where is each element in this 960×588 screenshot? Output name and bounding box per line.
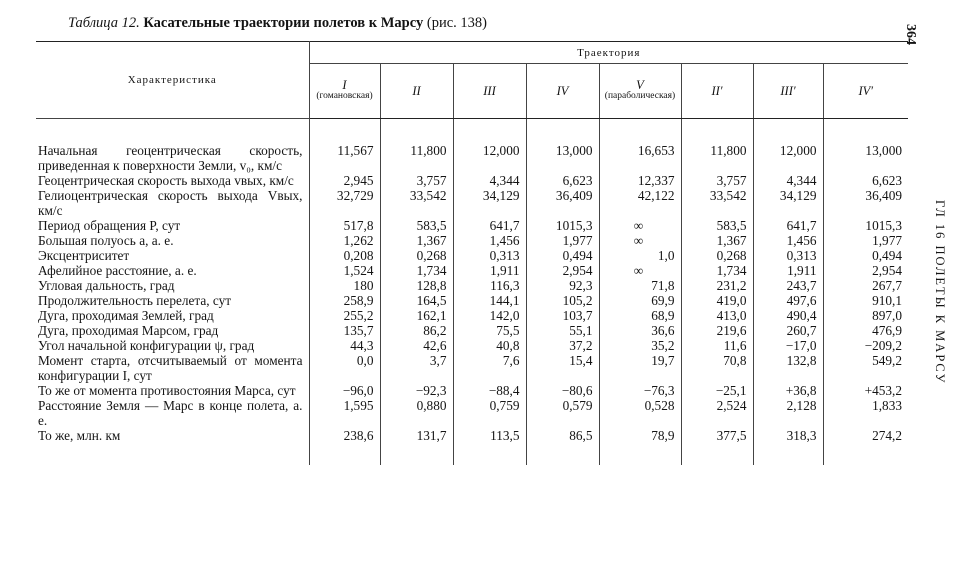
cell-value: 55,1 [526,323,599,338]
cell-value: 0,268 [380,248,453,263]
trajectory-table [36,41,908,465]
cell-value: 15,4 [526,353,599,383]
table-row [36,293,908,308]
cell-value: 19,7 [599,353,681,383]
cell-value: 42,122 [599,188,681,218]
cell-value: 1,734 [681,263,753,278]
column-numeral: III′ [780,83,796,98]
cell-value: 16,653 [599,143,681,173]
cell-value: 1,262 [309,233,380,248]
cell-value: 3,757 [681,173,753,188]
cell-value: −88,4 [453,383,526,398]
cell-value: 238,6 [309,428,380,465]
column-header [681,64,753,119]
cell-value: 142,0 [453,308,526,323]
table-row [36,398,908,428]
table-caption [68,15,487,32]
cell-value: 36,409 [823,188,908,218]
column-numeral: II [412,83,421,98]
row-label: Момент старта, отсчитываемый от момента конфигурации I, сут [38,353,303,383]
cell-value: 517,8 [309,218,380,233]
cell-value: 92,3 [526,278,599,293]
column-header [753,64,823,119]
caption-prefix: Таблица 12. [68,15,140,31]
cell-value: 32,729 [309,188,380,218]
cell-value: 34,129 [753,188,823,218]
caption-title: Касательные траектории полетов к Марсу [143,15,424,31]
column-note: (гомановская) [316,91,373,101]
cell-value: 583,5 [380,218,453,233]
cell-value: ∞ [599,263,681,278]
cell-value: −17,0 [753,338,823,353]
column-header [526,64,599,119]
row-label: Дуга, проходимая Землей, град [38,308,214,323]
cell-value: 162,1 [380,308,453,323]
cell-value: 7,6 [453,353,526,383]
cell-value: 1,911 [453,263,526,278]
column-header [380,64,453,119]
cell-value: 1,367 [380,233,453,248]
column-header [453,64,526,119]
cell-value: 1,456 [453,233,526,248]
table-row [36,323,908,338]
cell-value: 13,000 [526,143,599,173]
cell-value: 897,0 [823,308,908,323]
cell-value: 497,6 [753,293,823,308]
column-numeral: II′ [711,83,723,98]
column-numeral: I [342,78,347,92]
cell-value: 75,5 [453,323,526,338]
cell-value: 144,1 [453,293,526,308]
cell-value: −209,2 [823,338,908,353]
cell-value: 11,6 [681,338,753,353]
cell-value: 583,5 [681,218,753,233]
column-header [309,64,380,119]
cell-value: 113,5 [453,428,526,465]
column-numeral: IV [556,83,569,98]
cell-value: 0,208 [309,248,380,263]
caption-suffix: (рис. 138) [426,15,487,31]
cell-value: 40,8 [453,338,526,353]
row-label: То же от момента противостояния Марса, сут [38,383,296,398]
cell-value: 2,954 [823,263,908,278]
cell-value: 68,9 [599,308,681,323]
cell-value: 549,2 [823,353,908,383]
cell-value: 0,880 [380,398,453,428]
table-row [36,428,908,465]
row-label: Эксцентриситет [38,248,130,263]
cell-value: 2,128 [753,398,823,428]
cell-value: 476,9 [823,323,908,338]
cell-value: −80,6 [526,383,599,398]
cell-value: −92,3 [380,383,453,398]
cell-value: 33,542 [681,188,753,218]
column-numeral: III [483,83,496,98]
table-row [36,233,908,248]
row-label: Большая полуось a, а. е. [38,233,174,248]
characteristic-header: Характеристика [36,42,309,119]
cell-value: 13,000 [823,143,908,173]
cell-value: 12,000 [453,143,526,173]
cell-value: 132,8 [753,353,823,383]
cell-value: 1,977 [526,233,599,248]
row-label: Расстояние Земля — Марс в конце полета, а. е. [38,398,303,428]
row-label: Дуга, проходимая Марсом, град [38,323,219,338]
cell-value: 0,494 [526,248,599,263]
cell-value: 4,344 [453,173,526,188]
table-row [36,308,908,323]
cell-value: 44,3 [309,338,380,353]
cell-value: 1,911 [753,263,823,278]
row-label: Угловая дальность, град [38,278,175,293]
cell-value: 2,945 [309,173,380,188]
cell-value: 413,0 [681,308,753,323]
cell-value: 1015,3 [526,218,599,233]
cell-value: 6,623 [823,173,908,188]
cell-value: 0,528 [599,398,681,428]
cell-value: 1,0 [599,248,681,263]
cell-value: 103,7 [526,308,599,323]
table-row [36,188,908,218]
table-row [36,263,908,278]
cell-value: 0,0 [309,353,380,383]
table-row [36,278,908,293]
table-row [36,353,908,383]
cell-value: 4,344 [753,173,823,188]
cell-value: +36,8 [753,383,823,398]
cell-value: 318,3 [753,428,823,465]
cell-value: 267,7 [823,278,908,293]
cell-value: 70,8 [681,353,753,383]
cell-value: 258,9 [309,293,380,308]
cell-value: 37,2 [526,338,599,353]
row-label: Афелийное расстояние, а. е. [38,263,197,278]
cell-value: −96,0 [309,383,380,398]
cell-value: 419,0 [681,293,753,308]
cell-value: ∞ [599,218,681,233]
table-row [36,383,908,398]
cell-value: 35,2 [599,338,681,353]
cell-value: 11,800 [681,143,753,173]
cell-value: 1,734 [380,263,453,278]
cell-value: 1,595 [309,398,380,428]
cell-value: 86,5 [526,428,599,465]
trajectory-group-header: Траектория [309,42,908,64]
cell-value: 11,567 [309,143,380,173]
cell-value: 86,2 [380,323,453,338]
cell-value: 36,6 [599,323,681,338]
cell-value: 0,313 [453,248,526,263]
cell-value: 128,8 [380,278,453,293]
cell-value: 180 [309,278,380,293]
cell-value: 135,7 [309,323,380,338]
cell-value: ∞ [599,233,681,248]
cell-value: 260,7 [753,323,823,338]
cell-value: 2,524 [681,398,753,428]
cell-value: −76,3 [599,383,681,398]
cell-value: 12,337 [599,173,681,188]
cell-value: 71,8 [599,278,681,293]
cell-value: 1,524 [309,263,380,278]
row-label: Продолжительность перелета, сут [38,293,232,308]
cell-value: 0,268 [681,248,753,263]
cell-value: 490,4 [753,308,823,323]
cell-value: 116,3 [453,278,526,293]
row-label: Период обращения P, сут [38,218,181,233]
cell-value: 1,977 [823,233,908,248]
cell-value: 36,409 [526,188,599,218]
cell-value: 219,6 [681,323,753,338]
cell-value: 0,579 [526,398,599,428]
cell-value: 164,5 [380,293,453,308]
table-row [36,248,908,263]
cell-value: 42,6 [380,338,453,353]
cell-value: 105,2 [526,293,599,308]
row-label: Угол начальной конфигурации ψ, град [38,338,255,353]
cell-value: 6,623 [526,173,599,188]
cell-value: 3,757 [380,173,453,188]
table-row [36,143,908,173]
table-row [36,218,908,233]
cell-value: 11,800 [380,143,453,173]
column-header [599,64,681,119]
cell-value: 1015,3 [823,218,908,233]
cell-value: 78,9 [599,428,681,465]
cell-value: 1,833 [823,398,908,428]
column-header [823,64,908,119]
table-row [36,173,908,188]
cell-value: 274,2 [823,428,908,465]
row-label: Геоцентрическая скорость выхода vвых, км/с [38,173,294,188]
cell-value: 255,2 [309,308,380,323]
page-number: 364 [903,24,918,45]
cell-value: 2,954 [526,263,599,278]
cell-value: 131,7 [380,428,453,465]
cell-value: 69,9 [599,293,681,308]
cell-value: 1,456 [753,233,823,248]
cell-value: 0,494 [823,248,908,263]
cell-value: −25,1 [681,383,753,398]
cell-value: 0,759 [453,398,526,428]
column-note: (параболическая) [604,91,676,101]
cell-value: 641,7 [753,218,823,233]
table-row [36,338,908,353]
cell-value: 12,000 [753,143,823,173]
column-numeral: IV′ [858,83,874,98]
cell-value: 377,5 [681,428,753,465]
cell-value: 33,542 [380,188,453,218]
cell-value: 1,367 [681,233,753,248]
row-label: Начальная геоцентрическая скорость, приведенная к поверхности Земли, v₀, км/с [38,143,303,173]
cell-value: 641,7 [453,218,526,233]
row-label: То же, млн. км [38,428,121,443]
running-head: ГЛ 16 ПОЛЕТЫ К МАРСУ [933,200,947,385]
cell-value: 231,2 [681,278,753,293]
column-numeral: V [636,78,644,92]
cell-value: 0,313 [753,248,823,263]
cell-value: +453,2 [823,383,908,398]
cell-value: 34,129 [453,188,526,218]
cell-value: 3,7 [380,353,453,383]
cell-value: 910,1 [823,293,908,308]
cell-value: 243,7 [753,278,823,293]
row-label: Гелиоцентрическая скорость выхода Vвых, км/с [38,188,303,218]
